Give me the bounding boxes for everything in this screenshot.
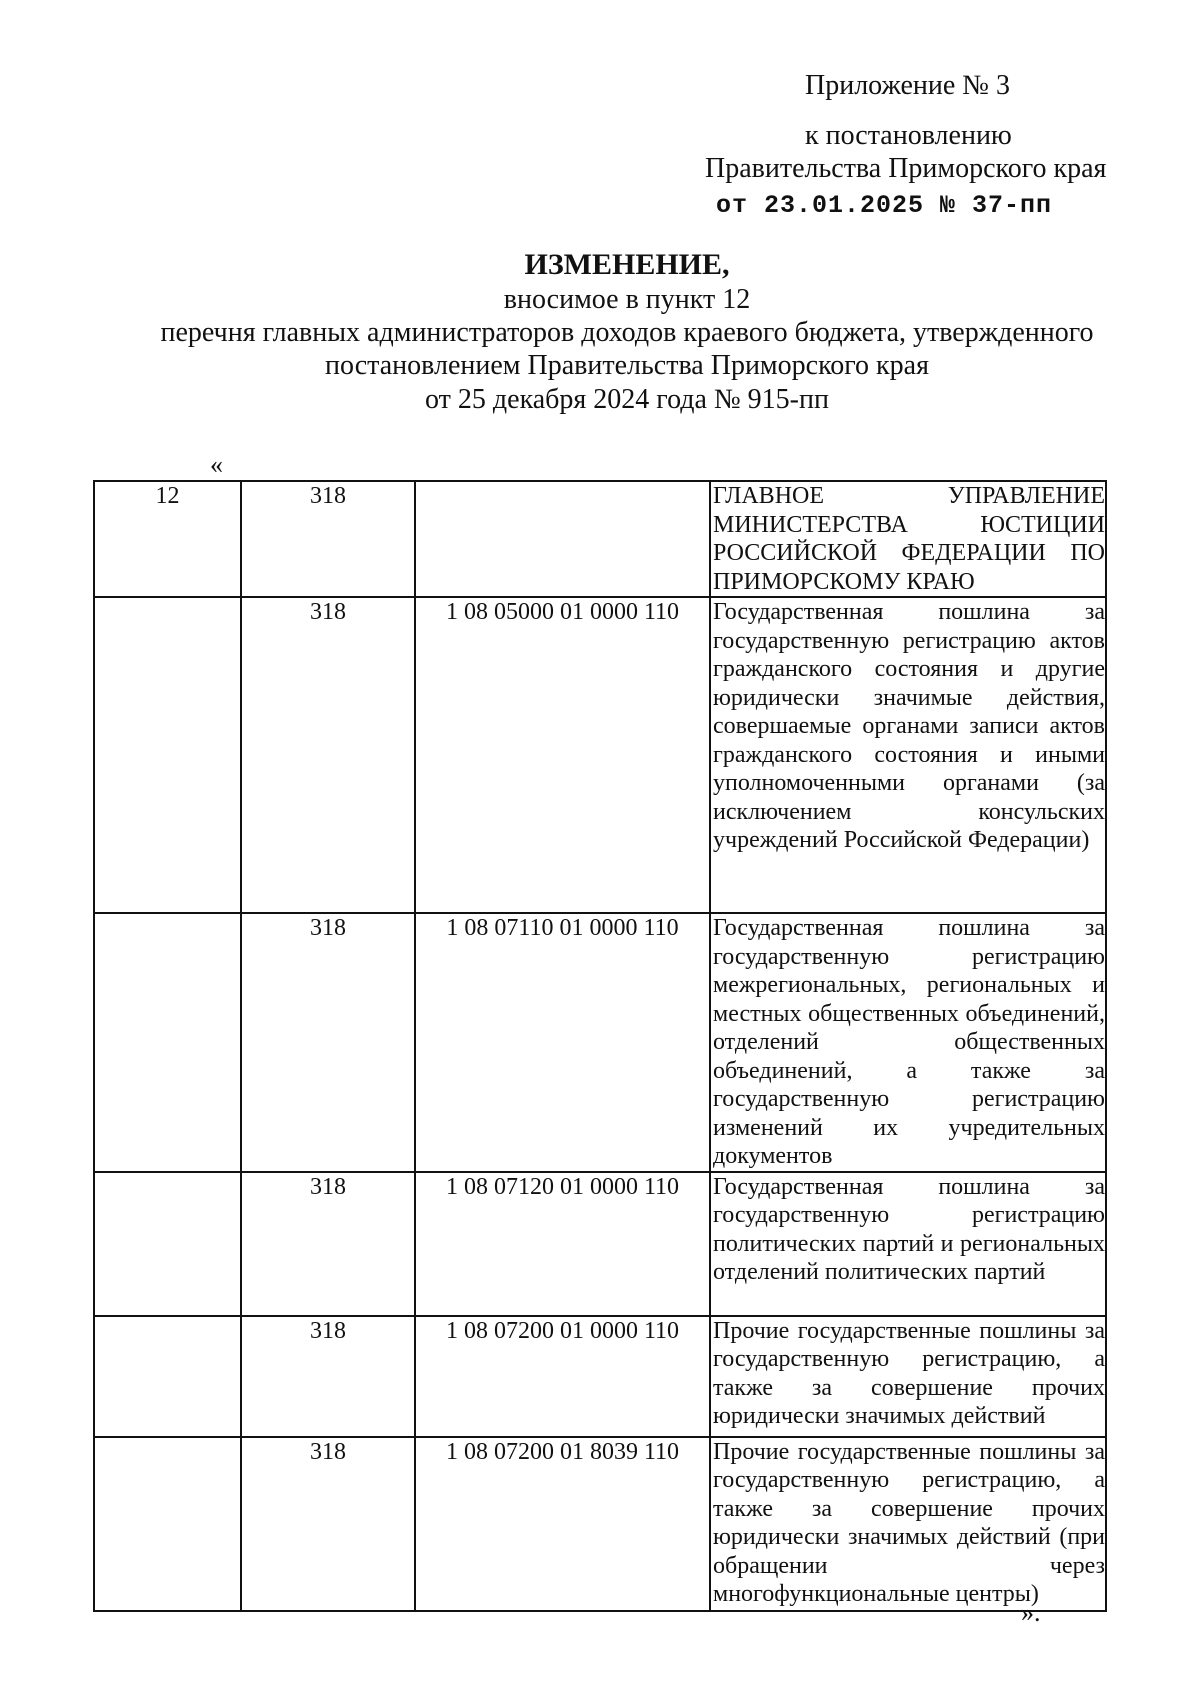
document-heading: ИЗМЕНЕНИЕ, bbox=[524, 248, 730, 281]
opening-quote: « bbox=[210, 450, 223, 479]
admin-code-cell bbox=[241, 913, 415, 1172]
row-number-text: 12 bbox=[155, 483, 180, 509]
admin-code-text: 318 bbox=[310, 483, 346, 509]
revenue-code-cell bbox=[415, 913, 710, 1172]
description-text: Прочие государственные пошлины за государственную регистрацию, а также за совершение прочих юридически значимых действий (при обращении через многофункциональные центры) bbox=[713, 1438, 1105, 1607]
admin-code-text: 318 bbox=[310, 1317, 346, 1344]
admin-code-cell bbox=[241, 597, 415, 913]
description-text: Государственная пошлина за государственную регистрацию актов гражданского состояния и другие юридически значимые действия, совершаемые органами записи актов гражданского состояния и иными уполномоченными органами (за исключением консульских учреждений Российской Федерации) bbox=[713, 599, 1105, 853]
decree-date-number: от 23.01.2025 № 37-пп bbox=[716, 191, 1053, 220]
table-row bbox=[94, 913, 1106, 1172]
description-cell bbox=[710, 1316, 1106, 1437]
revenue-code-text: 1 08 05000 01 0000 110 bbox=[445, 599, 680, 625]
revenue-code-text: 1 08 07120 01 0000 110 bbox=[445, 1173, 680, 1200]
description-cell bbox=[710, 1437, 1106, 1611]
row-number-cell bbox=[94, 1172, 241, 1316]
revenue-code-cell bbox=[415, 1172, 710, 1316]
row-number-cell bbox=[94, 1316, 241, 1437]
revenue-code-cell bbox=[415, 1316, 710, 1437]
admin-code-text: 318 bbox=[310, 599, 346, 625]
table-row bbox=[94, 1437, 1106, 1611]
revenue-code-cell bbox=[415, 597, 710, 913]
row-number-cell bbox=[94, 1437, 241, 1611]
admin-code-text: 318 bbox=[310, 915, 346, 941]
description-cell bbox=[710, 481, 1106, 597]
admin-code-cell bbox=[241, 481, 415, 597]
admin-code-cell bbox=[241, 1437, 415, 1611]
revenue-code-text: 1 08 07200 01 8039 110 bbox=[445, 1438, 680, 1465]
title-line-1: вносимое в пункт 12 bbox=[503, 284, 751, 315]
government-label: Правительства Приморского края bbox=[705, 153, 1107, 184]
admin-code-text: 318 bbox=[310, 1173, 346, 1200]
to-decree-label: к постановлению bbox=[805, 120, 1012, 151]
admin-code-cell bbox=[241, 1172, 415, 1316]
revenue-code-text: 1 08 07110 01 0000 110 bbox=[446, 915, 679, 941]
title-line-3: постановлением Правительства Приморского края bbox=[325, 350, 929, 381]
description-cell bbox=[710, 1172, 1106, 1316]
description-cell bbox=[710, 597, 1106, 913]
row-number-cell bbox=[94, 597, 241, 913]
table-row bbox=[94, 1316, 1106, 1437]
table-row bbox=[94, 481, 1106, 597]
revenue-code-cell bbox=[415, 481, 710, 597]
closing-quote: ». bbox=[1021, 1598, 1041, 1627]
title-line-2: перечня главных администраторов доходов краевого бюджета, утвержденного bbox=[160, 317, 1094, 348]
description-text: ГЛАВНОЕ УПРАВЛЕНИЕ МИНИСТЕРСТВА ЮСТИЦИИ РОССИЙСКОЙ ФЕДЕРАЦИИ ПО ПРИМОРСКОМУ КРАЮ bbox=[713, 483, 1105, 595]
description-text: Государственная пошлина за государственную регистрацию политических партий и региональных отделений политических партий bbox=[713, 1173, 1105, 1285]
table-row bbox=[94, 1172, 1106, 1316]
revenue-code-cell bbox=[415, 1437, 710, 1611]
table-body bbox=[94, 481, 1106, 1611]
description-cell bbox=[710, 913, 1106, 1172]
description-text: Прочие государственные пошлины за государственную регистрацию, а также за совершение прочих юридически значимых действий bbox=[713, 1317, 1105, 1429]
row-number-cell bbox=[94, 481, 241, 597]
revenue-code-text: 1 08 07200 01 0000 110 bbox=[445, 1317, 680, 1344]
admin-code-cell bbox=[241, 1316, 415, 1437]
appendix-label: Приложение № 3 bbox=[805, 70, 1010, 101]
description-text: Государственная пошлина за государственную регистрацию межрегиональных, региональных и местных общественных объединений, отделений общественных объединений, а также за государственную регистрацию изменений их учредительных документов bbox=[713, 915, 1105, 1169]
table-row bbox=[94, 597, 1106, 913]
row-number-cell bbox=[94, 913, 241, 1172]
admin-code-text: 318 bbox=[310, 1438, 346, 1465]
title-line-4: от 25 декабря 2024 года № 915-пп bbox=[425, 384, 829, 415]
administrators-table bbox=[93, 480, 1107, 1612]
